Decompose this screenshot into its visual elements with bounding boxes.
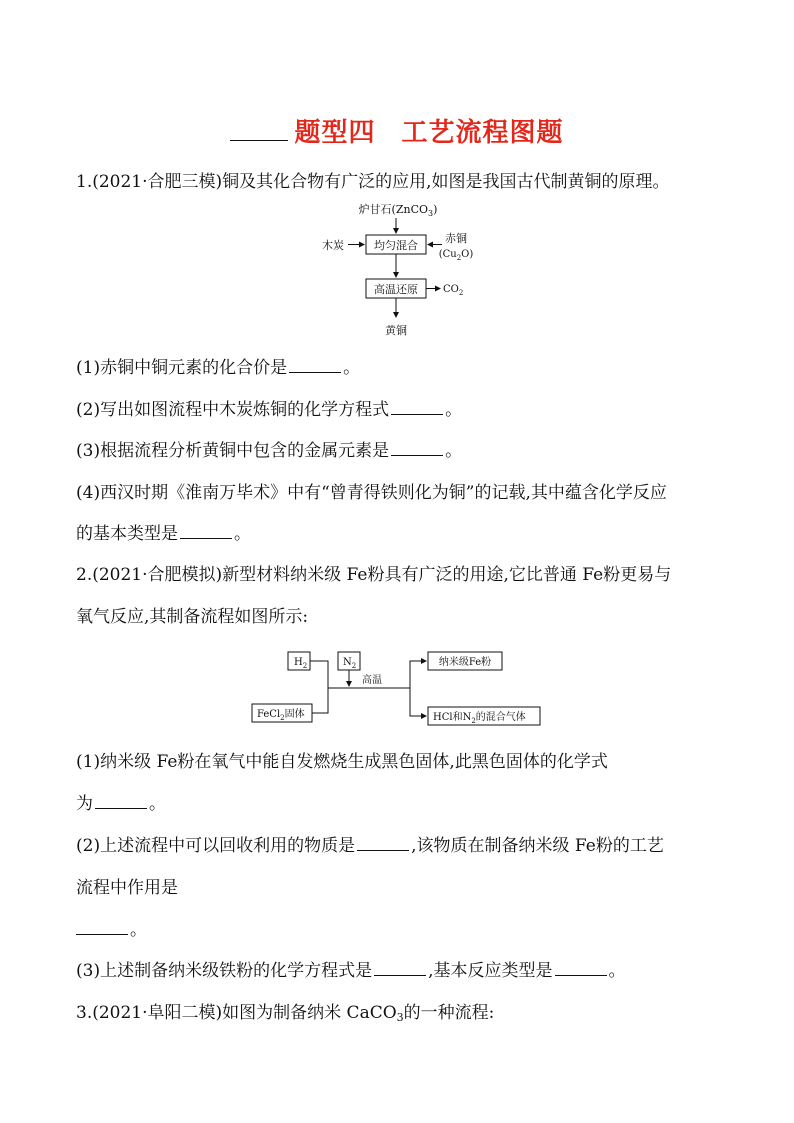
q2-sub2-text-b: ,该物质在制备纳米级 Fe粉的工艺	[411, 836, 664, 856]
q1-sub2-end: 。	[445, 400, 463, 420]
q3-stem-b: 的一种流程:	[403, 1003, 495, 1023]
q2-sub1-end: 。	[149, 794, 166, 814]
q1-sub3-end: 。	[445, 441, 463, 461]
q2-sub3-blank2	[555, 959, 607, 976]
q2-box-h2-label: $H_2$	[294, 657, 308, 670]
q2-sub3	[76, 959, 726, 983]
page-title	[294, 112, 563, 149]
q1-top-label: 炉甘石(ZnCO$_3$)	[358, 203, 438, 218]
q2-flow-diagram	[248, 648, 548, 728]
title-blank	[230, 112, 288, 141]
q3-stem-sub: 3	[396, 1011, 404, 1024]
q1-box-reduce-label: 高温还原	[374, 283, 418, 296]
q2-sub2-line2: 流程中作用是	[76, 878, 178, 898]
q1-sub1-text: (1)赤铜中铜元素的化合价是	[76, 358, 288, 378]
title-row	[0, 112, 794, 149]
q1-sub3	[76, 439, 726, 463]
q1-bottom-label: 黄铜	[385, 324, 407, 337]
q1-flow-diagram	[310, 196, 490, 346]
q1-sub1	[76, 356, 726, 380]
q1-sub3-blank	[391, 439, 443, 456]
q2-box-out1-label: 纳米级Fe粉	[438, 657, 492, 668]
title-part2: 工艺流程图题	[401, 118, 564, 148]
q2-sub2-text-a: (2)上述流程中可以回收利用的物质是	[76, 836, 356, 856]
q2-box-n2-label: $N_2$	[343, 657, 357, 670]
q2-sub2-blank1	[357, 834, 409, 851]
q2-sub2-line3	[76, 918, 726, 942]
q1-sub4-line1: (4)西汉时期《淮南万毕术》中有“曾青得铁则化为铜”的记载,其中蕴含化学反应	[76, 483, 667, 503]
q1-sub4-end: 。	[234, 524, 251, 544]
q2-box-out2-label: HCl和$N_2$的混合气体	[433, 712, 526, 725]
title-part1: 题型四	[294, 118, 376, 148]
q2-sub1-text: 为	[76, 794, 93, 814]
q1-left-label: 木炭	[322, 239, 344, 252]
q2-box-fecl2-label: FeCl$_2$固体	[257, 709, 305, 722]
q1-right-label1: 赤铜	[445, 232, 467, 245]
q1-output-co2: $CO_2$	[443, 284, 464, 297]
q1-sub2-text: (2)写出如图流程中木炭炼铜的化学方程式	[76, 400, 390, 420]
q2-sub1-line1: (1)纳米级 Fe粉在氧气中能自发燃烧生成黑色固体,此黑色固体的化学式	[76, 752, 608, 772]
q2-sub3-text-a: (3)上述制备纳米级铁粉的化学方程式是	[76, 961, 373, 981]
q1-sub2-blank	[391, 398, 443, 415]
q2-stem-line2: 氧气反应,其制备流程如图所示:	[76, 607, 309, 627]
q2-sub3-blank1	[374, 959, 426, 976]
q2-sub2-end: 。	[130, 920, 147, 940]
q2-sub3-text-b: ,基本反应类型是	[428, 961, 553, 981]
q2-condition: 高温	[362, 675, 382, 686]
q1-sub4-line2	[76, 522, 726, 546]
q2-sub2-line1	[76, 834, 726, 858]
q3-stem	[76, 1001, 726, 1025]
q1-stem: 1.(2021·合肥三模)铜及其化合物有广泛的应用,如图是我国古代制黄铜的原理。	[76, 172, 670, 192]
q3-stem-a: 3.(2021·阜阳二模)如图为制备纳米 CaCO	[76, 1003, 397, 1023]
q2-sub1-blank	[95, 792, 147, 809]
q1-sub1-blank	[289, 356, 341, 373]
q1-sub4-blank	[180, 522, 232, 539]
q1-sub3-text: (3)根据流程分析黄铜中包含的金属元素是	[76, 441, 390, 461]
q2-sub2-blank2	[76, 918, 128, 935]
q2-sub1-line2	[76, 792, 726, 816]
q1-box-mix-label: 均匀混合	[374, 239, 418, 252]
q2-sub3-end: 。	[608, 961, 626, 981]
q1-sub4-text: 的基本类型是	[76, 524, 178, 544]
q1-sub2	[76, 398, 726, 422]
q1-right-label2: $(Cu_2O)$	[438, 249, 474, 262]
q1-sub1-end: 。	[343, 358, 361, 378]
q2-stem-line1: 2.(2021·合肥模拟)新型材料纳米级 Fe粉具有广泛的用途,它比普通 Fe粉更易与	[76, 565, 672, 585]
